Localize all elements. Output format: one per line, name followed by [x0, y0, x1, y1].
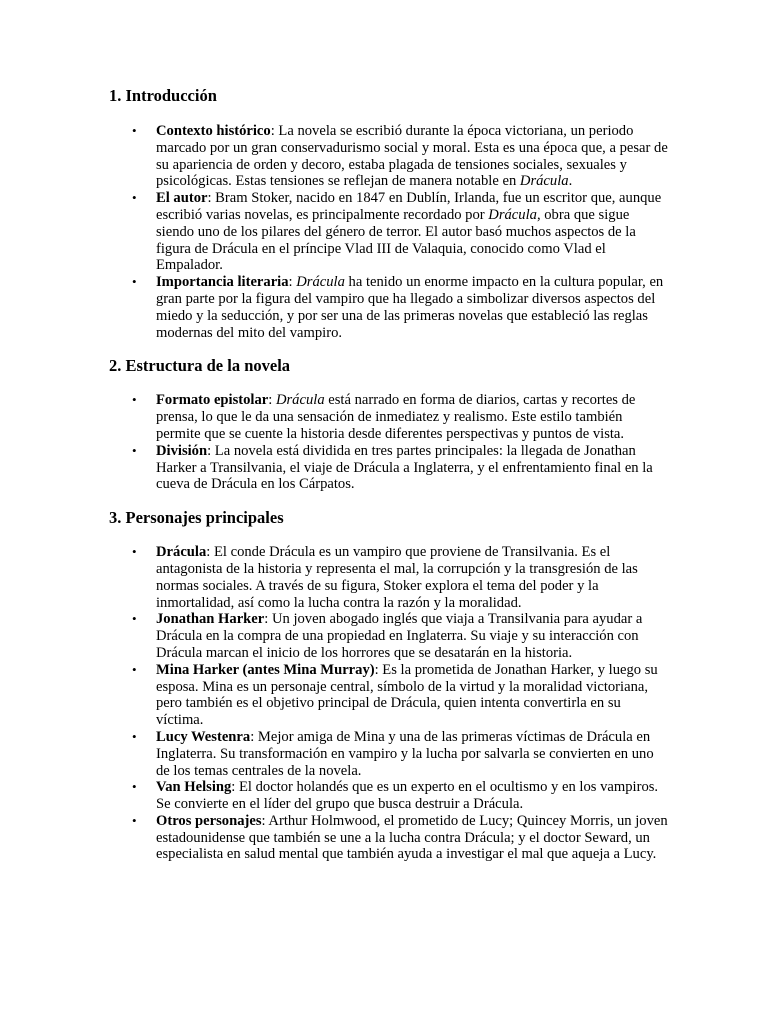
list-item	[132, 274, 668, 341]
item-text: : Bram Stoker, nacido en 1847 en Dublín, Irlanda, fue un escritor que, aunque escribió varias novelas, es principalmente recordado por	[156, 190, 662, 223]
item-text-italic: Drácula	[519, 173, 569, 190]
item-term: Van Helsing	[156, 779, 232, 796]
item-term: Mina Harker (antes Mina Murray)	[156, 661, 375, 678]
item-term: El autor	[156, 190, 208, 207]
item-text: : Es la prometida de Jonathan Harker, y luego su esposa. Mina es un personaje central, símbolo de la virtud y la moralidad victoriana, pero también es el objetivo principal de Drácula, quien intenta convertirla en su víctima.	[156, 661, 658, 729]
item-text: , obra que sigue siendo uno de los pilares del género de terror. El autor basó muchos aspectos de la figura de Drácula en el príncipe Vlad III de Valaquia, conocido como Vlad el Empalador.	[156, 206, 636, 274]
list-item	[132, 123, 668, 190]
item-text-italic: Drácula	[488, 206, 537, 223]
bullet-list	[109, 544, 668, 863]
section-personajes	[109, 508, 668, 863]
item-text: : La novela está dividida en tres partes principales: la llegada de Jonathan Harker a Transilvania, el viaje de Drácula a Inglaterra, y el enfrentamiento final en la cueva de Drácula en los Cárpatos.	[156, 442, 653, 493]
section-introduccion	[109, 86, 668, 341]
list-item	[132, 190, 668, 274]
item-text: : Arthur Holmwood, el prometido de Lucy; Quincey Morris, un joven estadounidense que también se une a la lucha contra Drácula; y el doctor Seward, un especialista en salud mental que también ayuda a investigar el mal que aqueja a Lucy.	[156, 812, 668, 863]
bullet-icon: •	[132, 611, 137, 627]
item-text: : El conde Drácula es un vampiro que proviene de Transilvania. Es el antagonista de la historia y representa el mal, la corrupción y la transgresión de las normas sociales. A través de su figura, Stoker explora el tema del poder y la inmortalidad, así como la lucha contra la razón y la moralidad.	[156, 544, 638, 611]
item-text-italic: Drácula	[275, 392, 325, 409]
bullet-icon: •	[132, 544, 137, 560]
bullet-list	[109, 123, 668, 341]
bullet-icon: •	[132, 812, 137, 828]
item-text: :	[268, 392, 276, 409]
item-term: Contexto histórico	[156, 123, 271, 139]
list-item	[132, 442, 668, 493]
section-heading: 1. Introducción	[109, 86, 217, 105]
item-text: .	[568, 173, 573, 190]
list-item	[132, 544, 668, 611]
item-text: está narrado en forma de diarios, cartas y recortes de prensa, lo que le da una sensación de inmediatez y realismo. Este estilo también permite que se cuente la historia desde diferentes perspectivas y puntos de vista.	[156, 392, 636, 442]
item-text: :	[288, 274, 297, 291]
bullet-icon: •	[132, 123, 137, 138]
bullet-icon: •	[132, 274, 137, 290]
bullet-icon: •	[132, 779, 137, 795]
list-item	[132, 661, 668, 729]
list-item	[132, 728, 668, 779]
bullet-list	[109, 392, 668, 493]
bullet-icon: •	[132, 661, 137, 677]
item-text: : Un joven abogado inglés que viaja a Transilvania para ayudar a Drácula en la compra de una propiedad en Inglaterra. Su viaje y su interacción con Drácula marcan el inicio de los horrores que se desatarán en la historia.	[156, 611, 643, 661]
list-item	[132, 779, 668, 813]
list-item	[132, 611, 668, 661]
item-term: Importancia literaria	[156, 274, 289, 291]
list-item	[132, 392, 668, 442]
item-term: Drácula	[156, 544, 207, 561]
bullet-icon: •	[132, 190, 137, 206]
item-term: Jonathan Harker	[156, 611, 265, 628]
bullet-icon: •	[132, 392, 137, 408]
item-term: Otros personajes	[156, 812, 262, 829]
bullet-icon: •	[132, 442, 137, 458]
item-term: Lucy Westenra	[156, 728, 251, 745]
section-estructura	[109, 356, 668, 493]
section-heading: 3. Personajes principales	[109, 508, 284, 528]
item-text: : Mejor amiga de Mina y una de las primeras víctimas de Drácula en Inglaterra. Su transformación en vampiro y la lucha por salvarla se convierten en uno de los temas centrales de la novela.	[156, 728, 654, 779]
section-heading: 2. Estructura de la novela	[109, 356, 291, 376]
item-text: : El doctor holandés que es un experto en el ocultismo y en los vampiros. Se convierte en el líder del grupo que busca destruir a Drácula.	[156, 779, 659, 813]
item-text: ha tenido un enorme impacto en la cultura popular, en gran parte por la figura del vampiro que ha llegado a simbolizar diversos aspectos del miedo y la seducción, y por ser una de las primeras novelas que estableció las reglas modernas del mito del vampiro.	[156, 274, 664, 341]
list-item	[132, 812, 668, 863]
item-term: Formato epistolar	[156, 392, 269, 409]
item-term: División	[156, 442, 208, 459]
bullet-icon: •	[132, 728, 137, 744]
item-text: : La novela se escribió durante la época victoriana, un periodo marcado por un gran conservadurismo social y moral. Esta es una época que, a pesar de su apariencia de orden y decoro, estaba plagada de tensiones sociales, sexuales y psicológicas. Estas tensiones se reflejan de manera notable en	[156, 123, 668, 190]
item-text-italic: Drácula	[296, 274, 345, 291]
